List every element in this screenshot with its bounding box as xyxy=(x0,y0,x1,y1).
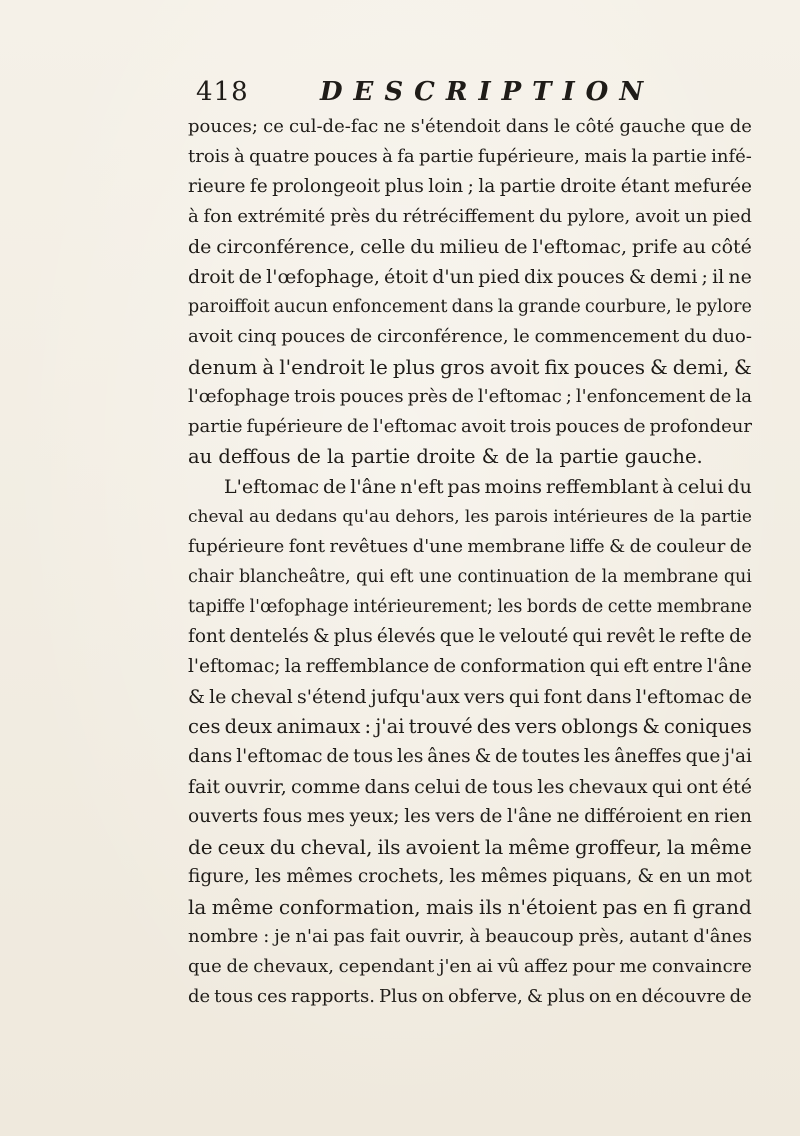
text-line: font dentelés & plus élevés que le velouté qui revêt le refte de xyxy=(188,626,752,647)
body-text xyxy=(188,112,752,1012)
text-line: pouces; ce cul-de-fac ne s'étendoit dans le côté gauche que de xyxy=(188,116,752,137)
text-line: ces deux animaux : j'ai trouvé des vers oblongs & coniques xyxy=(188,715,752,738)
text-line: à fon extrémité près du rétréciffement du pylore, avoit un pied xyxy=(188,206,752,227)
text-line: denum à l'endroit le plus gros avoit fix pouces & demi, & xyxy=(188,355,752,379)
text-line: au deffous de la partie droite & de la partie gauche. xyxy=(188,445,703,468)
running-title: DESCRIPTION xyxy=(320,77,655,107)
text-line: tapiffe l'œfophage intérieurement; les bords de cette membrane xyxy=(188,597,752,617)
paragraph xyxy=(188,112,752,472)
text-line: chair blancheâtre, qui eft une continuation de la membrane qui xyxy=(188,567,752,587)
text-line: trois à quatre pouces à fa partie fupérieure, mais la partie infé- xyxy=(188,146,752,167)
text-line: nombre : je n'ai pas fait ouvrir, à beaucoup près, autant d'ânes xyxy=(188,926,752,947)
text-line: rieure fe prolongeoit plus loin ; la partie droite étant mefurée xyxy=(188,176,752,197)
text-line: de tous ces rapports. Plus on obferve, & plus on en découvre de xyxy=(188,986,752,1007)
text-line: dans l'eftomac de tous les ânes & de toutes les âneffes que j'ai xyxy=(188,746,752,767)
text-line: L'eftomac de l'âne n'eft pas moins reffemblant à celui du xyxy=(224,476,752,498)
text-line: la même conformation, mais ils n'étoient pas en fi grand xyxy=(188,895,752,919)
text-line: fupérieure font revêtues d'une membrane liffe & de couleur de xyxy=(188,536,752,557)
text-line: figure, les mêmes crochets, les mêmes piquans, & en un mot xyxy=(188,866,752,887)
text-line: & le cheval s'étend jufqu'aux vers qui font dans l'eftomac de xyxy=(188,686,752,708)
text-line: fait ouvrir, comme dans celui de tous les chevaux qui ont été xyxy=(188,776,752,798)
page-number: 418 xyxy=(196,77,249,107)
text-line: l'eftomac; la reffemblance de conformation qui eft entre l'âne xyxy=(188,656,752,677)
text-line: que de chevaux, cependant j'en ai vû affez pour me convaincre xyxy=(188,956,752,977)
text-line: paroiffoit aucun enfoncement dans la grande courbure, le pylore xyxy=(188,297,752,317)
text-line: de circonférence, celle du milieu de l'eftomac, prife au côté xyxy=(188,236,752,258)
paragraph xyxy=(188,472,752,1012)
page-header xyxy=(196,74,716,110)
text-line: de ceux du cheval, ils avoient la même groffeur, la même xyxy=(188,835,752,859)
text-line: l'œfophage trois pouces près de l'eftomac ; l'enfoncement de la xyxy=(188,386,752,407)
text-line: cheval au dedans qu'au dehors, les parois intérieures de la partie xyxy=(188,507,752,527)
text-line: partie fupérieure de l'eftomac avoit trois pouces de profondeur xyxy=(188,416,752,437)
text-line: droit de l'œfophage, étoit d'un pied dix pouces & demi ; il ne xyxy=(188,266,752,288)
text-line: avoit cinq pouces de circonférence, le commencement du duo- xyxy=(188,326,752,347)
text-line: ouverts fous mes yeux; les vers de l'âne ne différoient en rien xyxy=(188,806,752,827)
